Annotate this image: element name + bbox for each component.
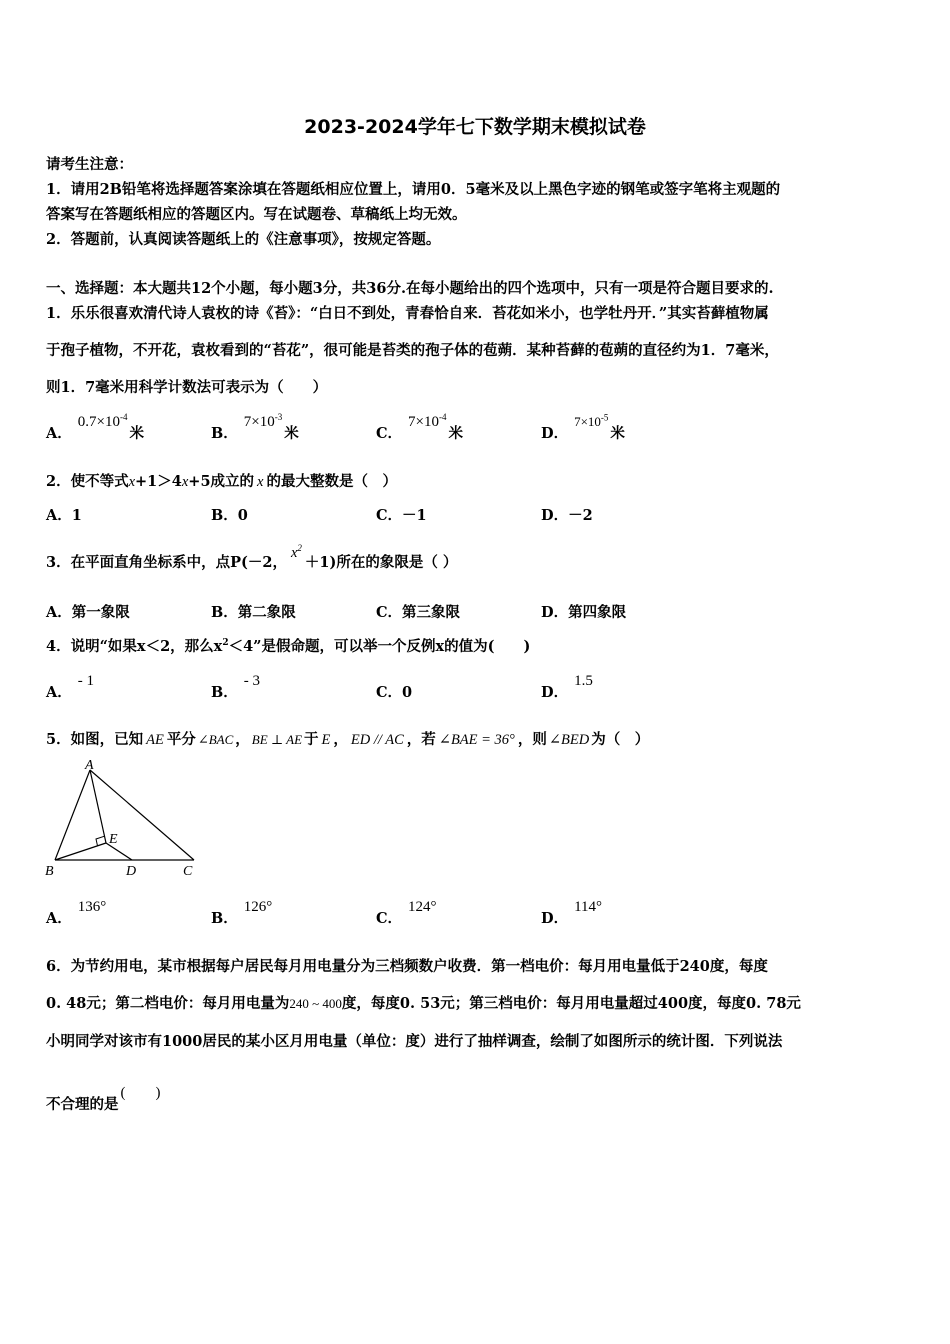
q5-triangle-figure bbox=[44, 756, 204, 882]
notice-heading: 请考生注意： bbox=[46, 156, 133, 173]
q4-option-c[interactable]: C．0 bbox=[376, 684, 413, 701]
segment-ab bbox=[55, 770, 90, 860]
q5-option-a[interactable]: A．136° bbox=[46, 899, 107, 927]
notice-item-2: 2．答题前，认真阅读答题纸上的《注意事项》，按规定答题。 bbox=[46, 231, 441, 248]
q4-stem: 4．说明“如果x＜2，那么$x^2<4$”是假命题，可以举一个反例x的值为( ) bbox=[46, 638, 531, 655]
label-b: B bbox=[45, 864, 54, 879]
section-heading: 一、选择题：本大题共12个小题，每小题3分，共36分.在每小题给出的四个选项中，只有一项是符合题目要求的. bbox=[46, 280, 774, 297]
q2-option-a[interactable]: A．1 bbox=[46, 507, 82, 524]
q1-option-a[interactable]: A．$0.7\times 10^{-4}$米 bbox=[46, 412, 144, 442]
q5-option-d[interactable]: D．114° bbox=[541, 899, 603, 927]
q5-stem: 5．如图，已知 AE 平分 ∠BAC ， BE ⊥ AE 于 E ， ED // AC ，若 ∠BAE = 36° ，则 ∠BED 为（ ） bbox=[46, 731, 650, 748]
q4-option-a[interactable]: A．- 1 bbox=[46, 673, 95, 701]
q1-option-b[interactable]: B．$7\times 10^{-3}$米 bbox=[211, 412, 299, 442]
notice-item-1-line-1: 1．请用2B铅笔将选择题答案涂填在答题纸相应位置上，请用0．5毫米及以上黑色字迹的钢笔或签字笔将主观题的 bbox=[46, 181, 781, 198]
label-a: A bbox=[85, 758, 94, 773]
page-title: 2023-2024学年七下数学期末模拟试卷 bbox=[304, 116, 646, 138]
label-d: D bbox=[126, 864, 137, 879]
q5-option-b[interactable]: B．126° bbox=[211, 899, 273, 927]
q5-option-c[interactable]: C．124° bbox=[376, 899, 437, 927]
q1-line-3: 则1．7毫米用科学计数法可表示为（ ） bbox=[46, 379, 328, 396]
label-e: E bbox=[109, 832, 118, 847]
segment-ac bbox=[90, 770, 194, 860]
segment-be bbox=[55, 843, 106, 860]
q3-stem: 3．在平面直角坐标系中，点P(－2，$x^2+1$)所在的象限是（ ） bbox=[46, 543, 458, 571]
q2-option-d[interactable]: D．－2 bbox=[541, 507, 593, 524]
q4-option-d[interactable]: D．1.5 bbox=[541, 673, 593, 701]
q6-line-4: 不合理的是( ) bbox=[46, 1085, 161, 1113]
q6-line-3: 小明同学对该市有1000居民的某小区月用电量（单位：度）进行了抽样调查，绘制了如图所示的统计图．下列说法 bbox=[46, 1033, 783, 1050]
q3-option-a[interactable]: A．第一象限 bbox=[46, 604, 130, 621]
q1-option-d[interactable]: D．$7\times 10^{-5}$米 bbox=[541, 412, 625, 442]
q6-line-1: 6．为节约用电，某市根据每户居民每月用电量分为三档频数户收费．第一档电价：每月用电量低于240度，每度 bbox=[46, 958, 768, 975]
q4-option-b[interactable]: B．- 3 bbox=[211, 673, 261, 701]
q2-stem: 2．使不等式x+1＞4x+5成立的 x 的最大整数是（ ） bbox=[46, 473, 397, 490]
label-c: C bbox=[183, 864, 193, 879]
q1-line-2: 于孢子植物，不开花，袁枚看到的“苔花”，很可能是苔类的孢子体的苞蒴．某种苔藓的苞蒴的直径约为1．7毫米， bbox=[46, 342, 779, 359]
q2-option-b[interactable]: B．0 bbox=[211, 507, 248, 524]
q3-option-d[interactable]: D．第四象限 bbox=[541, 604, 627, 621]
q2-option-c[interactable]: C．－1 bbox=[376, 507, 427, 524]
q3-option-c[interactable]: C．第三象限 bbox=[376, 604, 461, 621]
q3-option-b[interactable]: B．第二象限 bbox=[211, 604, 296, 621]
q6-line-2: 0. 48元；第二档电价：每月用电量为240 ~ 400度，每度0. 53元；第三档电价：每月用电量超过400度，每度0. 78元 bbox=[46, 995, 801, 1012]
q1-line-1: 1．乐乐很喜欢清代诗人袁枚的诗《苔》：“白日不到处，青春恰自来．苔花如米小，也学牡丹开．”其实苔藓植物属 bbox=[46, 305, 769, 322]
q1-option-c[interactable]: C．$7\times 10^{-4}$米 bbox=[376, 412, 464, 442]
notice-item-1-line-2: 答案写在答题纸相应的答题区内。写在试题卷、草稿纸上均无效。 bbox=[46, 206, 467, 223]
segment-ae bbox=[90, 770, 106, 843]
